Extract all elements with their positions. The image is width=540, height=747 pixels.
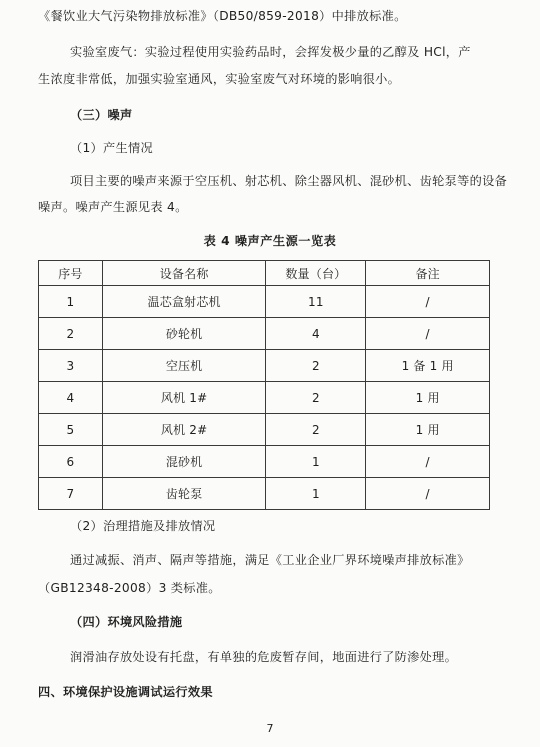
paragraph-noise-sources-2: 噪声。噪声产生源见表 4。 xyxy=(38,200,188,214)
cell-remark: 1 用 xyxy=(366,382,490,414)
cell-equipment: 温芯盒射芯机 xyxy=(102,286,266,318)
cell-equipment: 风机 1# xyxy=(102,382,266,414)
table-row xyxy=(39,318,490,350)
cell-quantity: 2 xyxy=(266,414,366,446)
cell-quantity: 1 xyxy=(266,478,366,510)
table-row xyxy=(39,286,490,318)
heading-measures: （2）治理措施及排放情况 xyxy=(70,519,216,533)
noise-source-table xyxy=(38,260,490,510)
cell-equipment: 混砂机 xyxy=(102,446,266,478)
cell-quantity: 4 xyxy=(266,318,366,350)
heading-noise-source: （1）产生情况 xyxy=(70,141,153,155)
cell-equipment: 空压机 xyxy=(102,350,266,382)
cell-index: 7 xyxy=(39,478,103,510)
cell-remark: / xyxy=(366,318,490,350)
cell-quantity: 2 xyxy=(266,350,366,382)
header-equipment: 设备名称 xyxy=(102,261,266,286)
paragraph-risk-measures: 润滑油存放处设有托盘，有单独的危废暂存间，地面进行了防渗处理。 xyxy=(70,650,458,664)
header-index: 序号 xyxy=(39,261,103,286)
page-number: 7 xyxy=(266,722,274,735)
cell-equipment: 砂轮机 xyxy=(102,318,266,350)
cell-index: 4 xyxy=(39,382,103,414)
table-row xyxy=(39,382,490,414)
cell-remark: / xyxy=(366,286,490,318)
cell-index: 2 xyxy=(39,318,103,350)
header-quantity: 数量（台） xyxy=(266,261,366,286)
table-row xyxy=(39,414,490,446)
heading-section-4: 四、环境保护设施调试运行效果 xyxy=(38,685,213,699)
cell-quantity: 1 xyxy=(266,446,366,478)
cell-equipment: 齿轮泵 xyxy=(102,478,266,510)
cell-equipment: 风机 2# xyxy=(102,414,266,446)
heading-environmental-risk: （四）环境风险措施 xyxy=(70,615,183,629)
cell-remark: / xyxy=(366,446,490,478)
paragraph-noise-sources-1: 项目主要的噪声来源于空压机、射芯机、除尘器风机、混砂机、齿轮泵等的设备 xyxy=(70,174,508,188)
cell-quantity: 2 xyxy=(266,382,366,414)
paragraph-lab-gas-1: 实验室废气：实验过程使用实验药品时，会挥发极少量的乙醇及 HCl，产 xyxy=(70,45,471,59)
cell-remark: / xyxy=(366,478,490,510)
table-row xyxy=(39,446,490,478)
table-caption: 表 4 噪声产生源一览表 xyxy=(203,234,337,248)
table-header-row xyxy=(39,261,490,286)
paragraph-lab-gas-2: 生浓度非常低，加强实验室通风，实验室废气对环境的影响很小。 xyxy=(38,72,401,86)
cell-quantity: 11 xyxy=(266,286,366,318)
cell-index: 5 xyxy=(39,414,103,446)
cell-remark: 1 备 1 用 xyxy=(366,350,490,382)
table-row xyxy=(39,478,490,510)
cell-index: 6 xyxy=(39,446,103,478)
header-remark: 备注 xyxy=(366,261,490,286)
cell-index: 1 xyxy=(39,286,103,318)
heading-noise: （三）噪声 xyxy=(70,108,133,122)
table-row xyxy=(39,350,490,382)
cell-remark: 1 用 xyxy=(366,414,490,446)
paragraph-measures-1: 通过减振、消声、隔声等措施，满足《工业企业厂界环境噪声排放标准》 xyxy=(70,553,470,567)
paragraph-measures-2: （GB12348-2008）3 类标准。 xyxy=(38,581,221,595)
paragraph-standard: 《餐饮业大气污染物排放标准》（DB50/859-2018）中排放标准。 xyxy=(38,9,407,23)
cell-index: 3 xyxy=(39,350,103,382)
